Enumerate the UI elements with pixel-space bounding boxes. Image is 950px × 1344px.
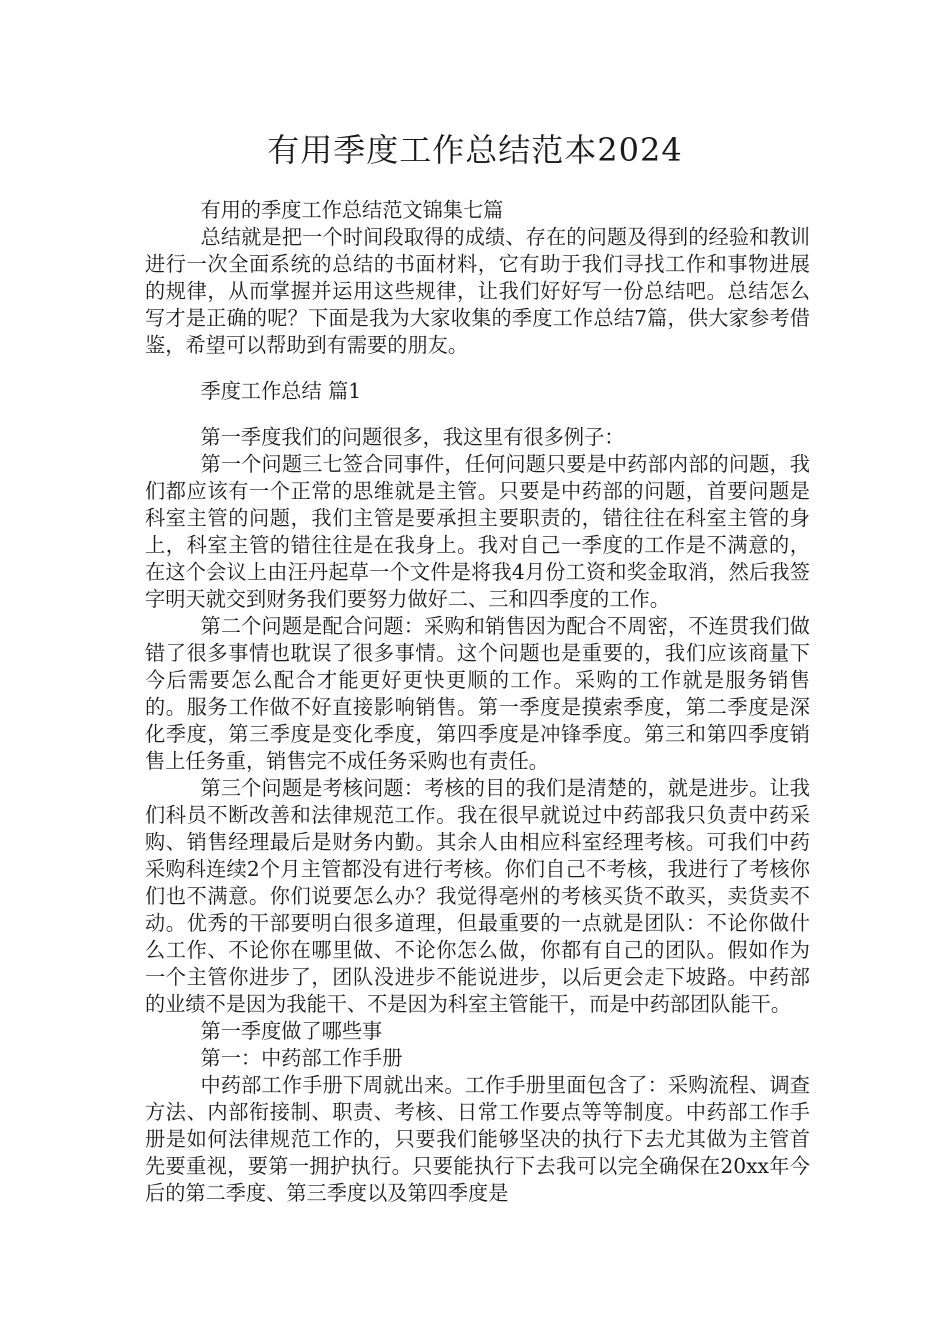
document-title: 有用季度工作总结范本2024	[267, 131, 683, 169]
body-paragraph: 中药部工作手册下周就出来。工作手册里面包含了：采购流程、调查方法、内部衔接制、职责、考核、日常工作要点等等制度。中药部工作手册是如何法律规范工作的，只要我们能够坚决的执行下去尤其做为主管首先要重视，要第一拥护执行。只要能执行下去我可以完全确保在20xx年今后的第二季度、第三季度以及第四季度是	[145, 1073, 810, 1205]
body-subheading: 第一季度做了哪些事	[200, 1019, 383, 1043]
body-paragraph: 第一季度我们的问题很多，我这里有很多例子：	[200, 425, 625, 449]
document-subtitle: 有用的季度工作总结范文锦集七篇	[200, 198, 504, 222]
body-paragraph: 第三个问题是考核问题：考核的目的我们是清楚的，就是进步。让我们科员不断改善和法律规范工作。我在很早就说过中药部我只负责中药采购、销售经理最后是财务内勤。其余人由相应科室经理考核。可我们中药采购科连续2个月主管都没有进行考核。你们自己不考核，我进行了考核你们也不满意。你们说要怎么办？我觉得亳州的考核买货不敢买，卖货卖不动。优秀的干部要明白很多道理，但最重要的一点就是团队：不论你做什么工作、不论你在哪里做、不论你怎么做，你都有自己的团队。假如作为一个主管你进步了，团队没进步不能说进步，以后更会走下坡路。中药部的业绩不是因为我能干、不是因为科室主管能干，而是中药部团队能干。	[145, 776, 810, 1016]
body-subheading: 第一：中药部工作手册	[200, 1046, 403, 1070]
body-paragraph: 第二个问题是配合问题：采购和销售因为配合不周密，不连贯我们做错了很多事情也耽误了很多事情。这个问题也是重要的，我们应该商量下今后需要怎么配合才能更好更快更顺的工作。采购的工作就是服务销售的。服务工作做不好直接影响销售。第一季度是摸索季度，第二季度是深化季度，第三季度是变化季度，第四季度是冲锋季度。第三和第四季度销售上任务重，销售完不成任务采购也有责任。	[145, 614, 810, 773]
document-body	[145, 197, 810, 1207]
body-paragraph: 第一个问题三七签合同事件，任何问题只要是中药部内部的问题，我们都应该有一个正常的思维就是主管。只要是中药部的问题，首要问题是科室主管的问题，我们主管是要承担主要职责的，错往往在科室主管的身上，科室主管的错往往是在我身上。我对自己一季度的工作是不满意的，在这个会议上由汪丹起草一个文件是将我4月份工资和奖金取消，然后我签字明天就交到财务我们要努力做好二、三和四季度的工作。	[145, 452, 810, 611]
intro-paragraph: 总结就是把一个时间段取得的成绩、存在的问题及得到的经验和教训进行一次全面系统的总结的书面材料，它有助于我们寻找工作和事物进展的规律，从而掌握并运用这些规律，让我们好好写一份总结吧。总结怎么写才是正确的呢？下面是我为大家收集的季度工作总结7篇，供大家参考借鉴，希望可以帮助到有需要的朋友。	[145, 225, 810, 357]
section-heading: 季度工作总结 篇1	[200, 379, 362, 403]
